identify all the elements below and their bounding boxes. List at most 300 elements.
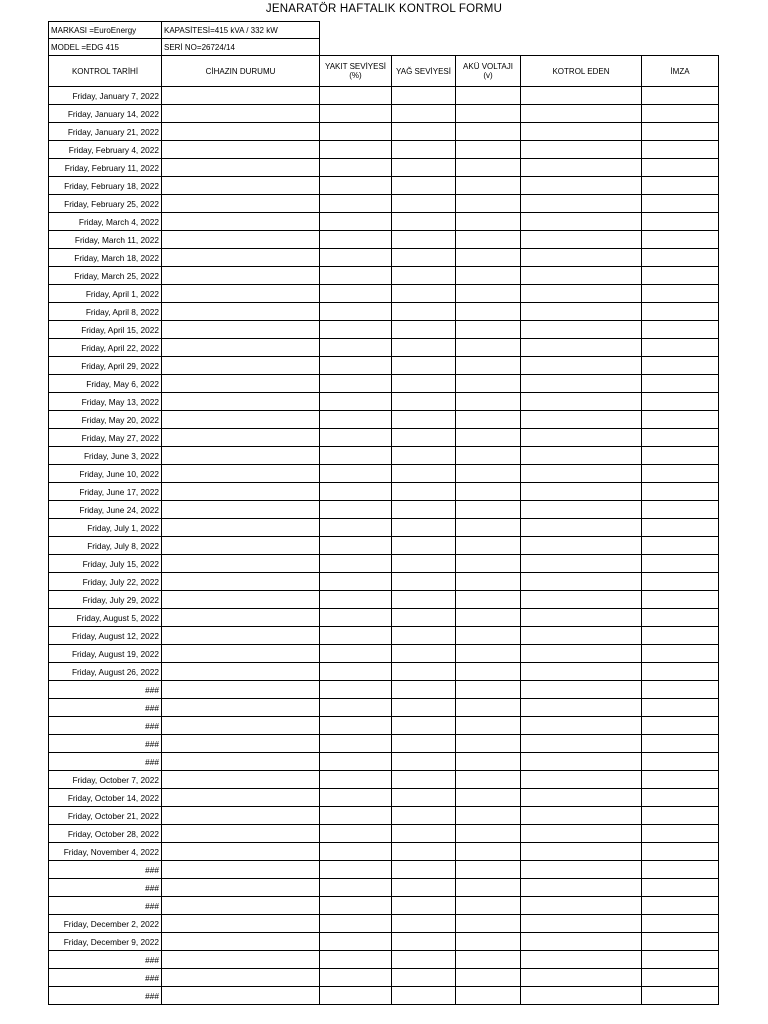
- battery-cell[interactable]: [456, 519, 521, 537]
- signature-cell[interactable]: [642, 321, 719, 339]
- fuel-cell[interactable]: [320, 843, 392, 861]
- signature-cell[interactable]: [642, 339, 719, 357]
- oil-cell[interactable]: [392, 753, 456, 771]
- oil-cell[interactable]: [392, 357, 456, 375]
- signature-cell[interactable]: [642, 105, 719, 123]
- oil-cell[interactable]: [392, 807, 456, 825]
- battery-cell[interactable]: [456, 699, 521, 717]
- oil-cell[interactable]: [392, 159, 456, 177]
- signature-cell[interactable]: [642, 915, 719, 933]
- signature-cell[interactable]: [642, 825, 719, 843]
- status-cell[interactable]: [162, 267, 320, 285]
- fuel-cell[interactable]: [320, 375, 392, 393]
- signature-cell[interactable]: [642, 537, 719, 555]
- oil-cell[interactable]: [392, 789, 456, 807]
- status-cell[interactable]: [162, 771, 320, 789]
- signature-cell[interactable]: [642, 573, 719, 591]
- checker-cell[interactable]: [521, 627, 642, 645]
- status-cell[interactable]: [162, 861, 320, 879]
- fuel-cell[interactable]: [320, 159, 392, 177]
- checker-cell[interactable]: [521, 879, 642, 897]
- checker-cell[interactable]: [521, 447, 642, 465]
- signature-cell[interactable]: [642, 753, 719, 771]
- signature-cell[interactable]: [642, 591, 719, 609]
- battery-cell[interactable]: [456, 141, 521, 159]
- checker-cell[interactable]: [521, 681, 642, 699]
- checker-cell[interactable]: [521, 375, 642, 393]
- oil-cell[interactable]: [392, 213, 456, 231]
- fuel-cell[interactable]: [320, 951, 392, 969]
- checker-cell[interactable]: [521, 915, 642, 933]
- oil-cell[interactable]: [392, 285, 456, 303]
- battery-cell[interactable]: [456, 951, 521, 969]
- fuel-cell[interactable]: [320, 825, 392, 843]
- signature-cell[interactable]: [642, 411, 719, 429]
- status-cell[interactable]: [162, 123, 320, 141]
- oil-cell[interactable]: [392, 933, 456, 951]
- battery-cell[interactable]: [456, 447, 521, 465]
- signature-cell[interactable]: [642, 213, 719, 231]
- fuel-cell[interactable]: [320, 177, 392, 195]
- fuel-cell[interactable]: [320, 87, 392, 105]
- signature-cell[interactable]: [642, 987, 719, 1005]
- signature-cell[interactable]: [642, 609, 719, 627]
- signature-cell[interactable]: [642, 285, 719, 303]
- signature-cell[interactable]: [642, 429, 719, 447]
- signature-cell[interactable]: [642, 465, 719, 483]
- battery-cell[interactable]: [456, 87, 521, 105]
- oil-cell[interactable]: [392, 195, 456, 213]
- fuel-cell[interactable]: [320, 285, 392, 303]
- signature-cell[interactable]: [642, 861, 719, 879]
- status-cell[interactable]: [162, 285, 320, 303]
- signature-cell[interactable]: [642, 123, 719, 141]
- battery-cell[interactable]: [456, 987, 521, 1005]
- checker-cell[interactable]: [521, 933, 642, 951]
- fuel-cell[interactable]: [320, 879, 392, 897]
- oil-cell[interactable]: [392, 717, 456, 735]
- fuel-cell[interactable]: [320, 321, 392, 339]
- oil-cell[interactable]: [392, 681, 456, 699]
- fuel-cell[interactable]: [320, 411, 392, 429]
- status-cell[interactable]: [162, 915, 320, 933]
- battery-cell[interactable]: [456, 807, 521, 825]
- fuel-cell[interactable]: [320, 573, 392, 591]
- oil-cell[interactable]: [392, 267, 456, 285]
- battery-cell[interactable]: [456, 393, 521, 411]
- signature-cell[interactable]: [642, 897, 719, 915]
- battery-cell[interactable]: [456, 591, 521, 609]
- status-cell[interactable]: [162, 249, 320, 267]
- signature-cell[interactable]: [642, 969, 719, 987]
- oil-cell[interactable]: [392, 735, 456, 753]
- status-cell[interactable]: [162, 357, 320, 375]
- oil-cell[interactable]: [392, 843, 456, 861]
- status-cell[interactable]: [162, 105, 320, 123]
- fuel-cell[interactable]: [320, 771, 392, 789]
- signature-cell[interactable]: [642, 177, 719, 195]
- fuel-cell[interactable]: [320, 537, 392, 555]
- status-cell[interactable]: [162, 879, 320, 897]
- checker-cell[interactable]: [521, 339, 642, 357]
- oil-cell[interactable]: [392, 501, 456, 519]
- oil-cell[interactable]: [392, 645, 456, 663]
- status-cell[interactable]: [162, 393, 320, 411]
- signature-cell[interactable]: [642, 303, 719, 321]
- checker-cell[interactable]: [521, 609, 642, 627]
- status-cell[interactable]: [162, 717, 320, 735]
- status-cell[interactable]: [162, 231, 320, 249]
- battery-cell[interactable]: [456, 861, 521, 879]
- checker-cell[interactable]: [521, 501, 642, 519]
- fuel-cell[interactable]: [320, 213, 392, 231]
- signature-cell[interactable]: [642, 393, 719, 411]
- battery-cell[interactable]: [456, 933, 521, 951]
- fuel-cell[interactable]: [320, 123, 392, 141]
- fuel-cell[interactable]: [320, 627, 392, 645]
- checker-cell[interactable]: [521, 573, 642, 591]
- oil-cell[interactable]: [392, 105, 456, 123]
- battery-cell[interactable]: [456, 105, 521, 123]
- status-cell[interactable]: [162, 987, 320, 1005]
- checker-cell[interactable]: [521, 141, 642, 159]
- oil-cell[interactable]: [392, 483, 456, 501]
- checker-cell[interactable]: [521, 519, 642, 537]
- battery-cell[interactable]: [456, 627, 521, 645]
- battery-cell[interactable]: [456, 825, 521, 843]
- signature-cell[interactable]: [642, 735, 719, 753]
- oil-cell[interactable]: [392, 915, 456, 933]
- oil-cell[interactable]: [392, 393, 456, 411]
- signature-cell[interactable]: [642, 843, 719, 861]
- status-cell[interactable]: [162, 447, 320, 465]
- checker-cell[interactable]: [521, 429, 642, 447]
- battery-cell[interactable]: [456, 681, 521, 699]
- fuel-cell[interactable]: [320, 861, 392, 879]
- signature-cell[interactable]: [642, 789, 719, 807]
- fuel-cell[interactable]: [320, 501, 392, 519]
- checker-cell[interactable]: [521, 897, 642, 915]
- checker-cell[interactable]: [521, 465, 642, 483]
- fuel-cell[interactable]: [320, 303, 392, 321]
- oil-cell[interactable]: [392, 177, 456, 195]
- status-cell[interactable]: [162, 825, 320, 843]
- signature-cell[interactable]: [642, 195, 719, 213]
- oil-cell[interactable]: [392, 573, 456, 591]
- checker-cell[interactable]: [521, 663, 642, 681]
- oil-cell[interactable]: [392, 555, 456, 573]
- checker-cell[interactable]: [521, 123, 642, 141]
- battery-cell[interactable]: [456, 771, 521, 789]
- fuel-cell[interactable]: [320, 663, 392, 681]
- status-cell[interactable]: [162, 573, 320, 591]
- battery-cell[interactable]: [456, 429, 521, 447]
- fuel-cell[interactable]: [320, 933, 392, 951]
- oil-cell[interactable]: [392, 465, 456, 483]
- checker-cell[interactable]: [521, 303, 642, 321]
- fuel-cell[interactable]: [320, 915, 392, 933]
- fuel-cell[interactable]: [320, 717, 392, 735]
- battery-cell[interactable]: [456, 663, 521, 681]
- oil-cell[interactable]: [392, 879, 456, 897]
- fuel-cell[interactable]: [320, 969, 392, 987]
- battery-cell[interactable]: [456, 159, 521, 177]
- checker-cell[interactable]: [521, 357, 642, 375]
- battery-cell[interactable]: [456, 915, 521, 933]
- status-cell[interactable]: [162, 141, 320, 159]
- fuel-cell[interactable]: [320, 267, 392, 285]
- status-cell[interactable]: [162, 681, 320, 699]
- status-cell[interactable]: [162, 609, 320, 627]
- fuel-cell[interactable]: [320, 681, 392, 699]
- checker-cell[interactable]: [521, 987, 642, 1005]
- signature-cell[interactable]: [642, 627, 719, 645]
- status-cell[interactable]: [162, 591, 320, 609]
- battery-cell[interactable]: [456, 843, 521, 861]
- battery-cell[interactable]: [456, 249, 521, 267]
- oil-cell[interactable]: [392, 771, 456, 789]
- checker-cell[interactable]: [521, 483, 642, 501]
- checker-cell[interactable]: [521, 645, 642, 663]
- signature-cell[interactable]: [642, 375, 719, 393]
- signature-cell[interactable]: [642, 771, 719, 789]
- battery-cell[interactable]: [456, 123, 521, 141]
- oil-cell[interactable]: [392, 141, 456, 159]
- battery-cell[interactable]: [456, 609, 521, 627]
- oil-cell[interactable]: [392, 699, 456, 717]
- status-cell[interactable]: [162, 969, 320, 987]
- fuel-cell[interactable]: [320, 483, 392, 501]
- signature-cell[interactable]: [642, 141, 719, 159]
- checker-cell[interactable]: [521, 393, 642, 411]
- status-cell[interactable]: [162, 411, 320, 429]
- battery-cell[interactable]: [456, 267, 521, 285]
- status-cell[interactable]: [162, 375, 320, 393]
- signature-cell[interactable]: [642, 645, 719, 663]
- fuel-cell[interactable]: [320, 105, 392, 123]
- checker-cell[interactable]: [521, 411, 642, 429]
- battery-cell[interactable]: [456, 339, 521, 357]
- status-cell[interactable]: [162, 933, 320, 951]
- oil-cell[interactable]: [392, 231, 456, 249]
- battery-cell[interactable]: [456, 645, 521, 663]
- battery-cell[interactable]: [456, 555, 521, 573]
- fuel-cell[interactable]: [320, 429, 392, 447]
- fuel-cell[interactable]: [320, 231, 392, 249]
- status-cell[interactable]: [162, 627, 320, 645]
- checker-cell[interactable]: [521, 969, 642, 987]
- oil-cell[interactable]: [392, 663, 456, 681]
- signature-cell[interactable]: [642, 717, 719, 735]
- fuel-cell[interactable]: [320, 591, 392, 609]
- status-cell[interactable]: [162, 699, 320, 717]
- oil-cell[interactable]: [392, 897, 456, 915]
- oil-cell[interactable]: [392, 87, 456, 105]
- battery-cell[interactable]: [456, 735, 521, 753]
- status-cell[interactable]: [162, 87, 320, 105]
- battery-cell[interactable]: [456, 285, 521, 303]
- status-cell[interactable]: [162, 177, 320, 195]
- status-cell[interactable]: [162, 303, 320, 321]
- checker-cell[interactable]: [521, 825, 642, 843]
- battery-cell[interactable]: [456, 501, 521, 519]
- checker-cell[interactable]: [521, 249, 642, 267]
- signature-cell[interactable]: [642, 879, 719, 897]
- oil-cell[interactable]: [392, 519, 456, 537]
- fuel-cell[interactable]: [320, 447, 392, 465]
- status-cell[interactable]: [162, 321, 320, 339]
- battery-cell[interactable]: [456, 879, 521, 897]
- oil-cell[interactable]: [392, 249, 456, 267]
- fuel-cell[interactable]: [320, 195, 392, 213]
- status-cell[interactable]: [162, 537, 320, 555]
- signature-cell[interactable]: [642, 933, 719, 951]
- signature-cell[interactable]: [642, 519, 719, 537]
- oil-cell[interactable]: [392, 339, 456, 357]
- oil-cell[interactable]: [392, 537, 456, 555]
- battery-cell[interactable]: [456, 303, 521, 321]
- signature-cell[interactable]: [642, 699, 719, 717]
- signature-cell[interactable]: [642, 555, 719, 573]
- status-cell[interactable]: [162, 159, 320, 177]
- signature-cell[interactable]: [642, 159, 719, 177]
- status-cell[interactable]: [162, 483, 320, 501]
- signature-cell[interactable]: [642, 267, 719, 285]
- checker-cell[interactable]: [521, 321, 642, 339]
- signature-cell[interactable]: [642, 447, 719, 465]
- signature-cell[interactable]: [642, 231, 719, 249]
- battery-cell[interactable]: [456, 321, 521, 339]
- battery-cell[interactable]: [456, 357, 521, 375]
- status-cell[interactable]: [162, 897, 320, 915]
- checker-cell[interactable]: [521, 285, 642, 303]
- status-cell[interactable]: [162, 807, 320, 825]
- oil-cell[interactable]: [392, 591, 456, 609]
- status-cell[interactable]: [162, 339, 320, 357]
- checker-cell[interactable]: [521, 213, 642, 231]
- oil-cell[interactable]: [392, 123, 456, 141]
- battery-cell[interactable]: [456, 753, 521, 771]
- status-cell[interactable]: [162, 195, 320, 213]
- checker-cell[interactable]: [521, 159, 642, 177]
- fuel-cell[interactable]: [320, 249, 392, 267]
- status-cell[interactable]: [162, 429, 320, 447]
- checker-cell[interactable]: [521, 771, 642, 789]
- oil-cell[interactable]: [392, 969, 456, 987]
- status-cell[interactable]: [162, 663, 320, 681]
- battery-cell[interactable]: [456, 375, 521, 393]
- fuel-cell[interactable]: [320, 357, 392, 375]
- oil-cell[interactable]: [392, 375, 456, 393]
- checker-cell[interactable]: [521, 555, 642, 573]
- oil-cell[interactable]: [392, 321, 456, 339]
- checker-cell[interactable]: [521, 105, 642, 123]
- fuel-cell[interactable]: [320, 807, 392, 825]
- fuel-cell[interactable]: [320, 609, 392, 627]
- fuel-cell[interactable]: [320, 645, 392, 663]
- checker-cell[interactable]: [521, 537, 642, 555]
- checker-cell[interactable]: [521, 807, 642, 825]
- checker-cell[interactable]: [521, 861, 642, 879]
- oil-cell[interactable]: [392, 429, 456, 447]
- signature-cell[interactable]: [642, 951, 719, 969]
- status-cell[interactable]: [162, 213, 320, 231]
- signature-cell[interactable]: [642, 357, 719, 375]
- battery-cell[interactable]: [456, 969, 521, 987]
- oil-cell[interactable]: [392, 987, 456, 1005]
- signature-cell[interactable]: [642, 249, 719, 267]
- status-cell[interactable]: [162, 519, 320, 537]
- status-cell[interactable]: [162, 555, 320, 573]
- signature-cell[interactable]: [642, 501, 719, 519]
- status-cell[interactable]: [162, 843, 320, 861]
- checker-cell[interactable]: [521, 231, 642, 249]
- fuel-cell[interactable]: [320, 753, 392, 771]
- status-cell[interactable]: [162, 501, 320, 519]
- oil-cell[interactable]: [392, 627, 456, 645]
- oil-cell[interactable]: [392, 951, 456, 969]
- fuel-cell[interactable]: [320, 897, 392, 915]
- battery-cell[interactable]: [456, 789, 521, 807]
- checker-cell[interactable]: [521, 699, 642, 717]
- oil-cell[interactable]: [392, 411, 456, 429]
- battery-cell[interactable]: [456, 411, 521, 429]
- oil-cell[interactable]: [392, 303, 456, 321]
- fuel-cell[interactable]: [320, 519, 392, 537]
- checker-cell[interactable]: [521, 177, 642, 195]
- oil-cell[interactable]: [392, 861, 456, 879]
- fuel-cell[interactable]: [320, 735, 392, 753]
- oil-cell[interactable]: [392, 609, 456, 627]
- checker-cell[interactable]: [521, 591, 642, 609]
- checker-cell[interactable]: [521, 789, 642, 807]
- oil-cell[interactable]: [392, 447, 456, 465]
- status-cell[interactable]: [162, 735, 320, 753]
- checker-cell[interactable]: [521, 735, 642, 753]
- signature-cell[interactable]: [642, 681, 719, 699]
- signature-cell[interactable]: [642, 807, 719, 825]
- checker-cell[interactable]: [521, 717, 642, 735]
- fuel-cell[interactable]: [320, 987, 392, 1005]
- checker-cell[interactable]: [521, 195, 642, 213]
- fuel-cell[interactable]: [320, 789, 392, 807]
- battery-cell[interactable]: [456, 897, 521, 915]
- signature-cell[interactable]: [642, 663, 719, 681]
- fuel-cell[interactable]: [320, 339, 392, 357]
- battery-cell[interactable]: [456, 231, 521, 249]
- battery-cell[interactable]: [456, 717, 521, 735]
- signature-cell[interactable]: [642, 87, 719, 105]
- battery-cell[interactable]: [456, 573, 521, 591]
- fuel-cell[interactable]: [320, 699, 392, 717]
- fuel-cell[interactable]: [320, 141, 392, 159]
- battery-cell[interactable]: [456, 213, 521, 231]
- fuel-cell[interactable]: [320, 465, 392, 483]
- status-cell[interactable]: [162, 645, 320, 663]
- checker-cell[interactable]: [521, 753, 642, 771]
- battery-cell[interactable]: [456, 537, 521, 555]
- battery-cell[interactable]: [456, 195, 521, 213]
- status-cell[interactable]: [162, 789, 320, 807]
- battery-cell[interactable]: [456, 465, 521, 483]
- battery-cell[interactable]: [456, 177, 521, 195]
- signature-cell[interactable]: [642, 483, 719, 501]
- fuel-cell[interactable]: [320, 555, 392, 573]
- status-cell[interactable]: [162, 465, 320, 483]
- checker-cell[interactable]: [521, 267, 642, 285]
- status-cell[interactable]: [162, 753, 320, 771]
- checker-cell[interactable]: [521, 951, 642, 969]
